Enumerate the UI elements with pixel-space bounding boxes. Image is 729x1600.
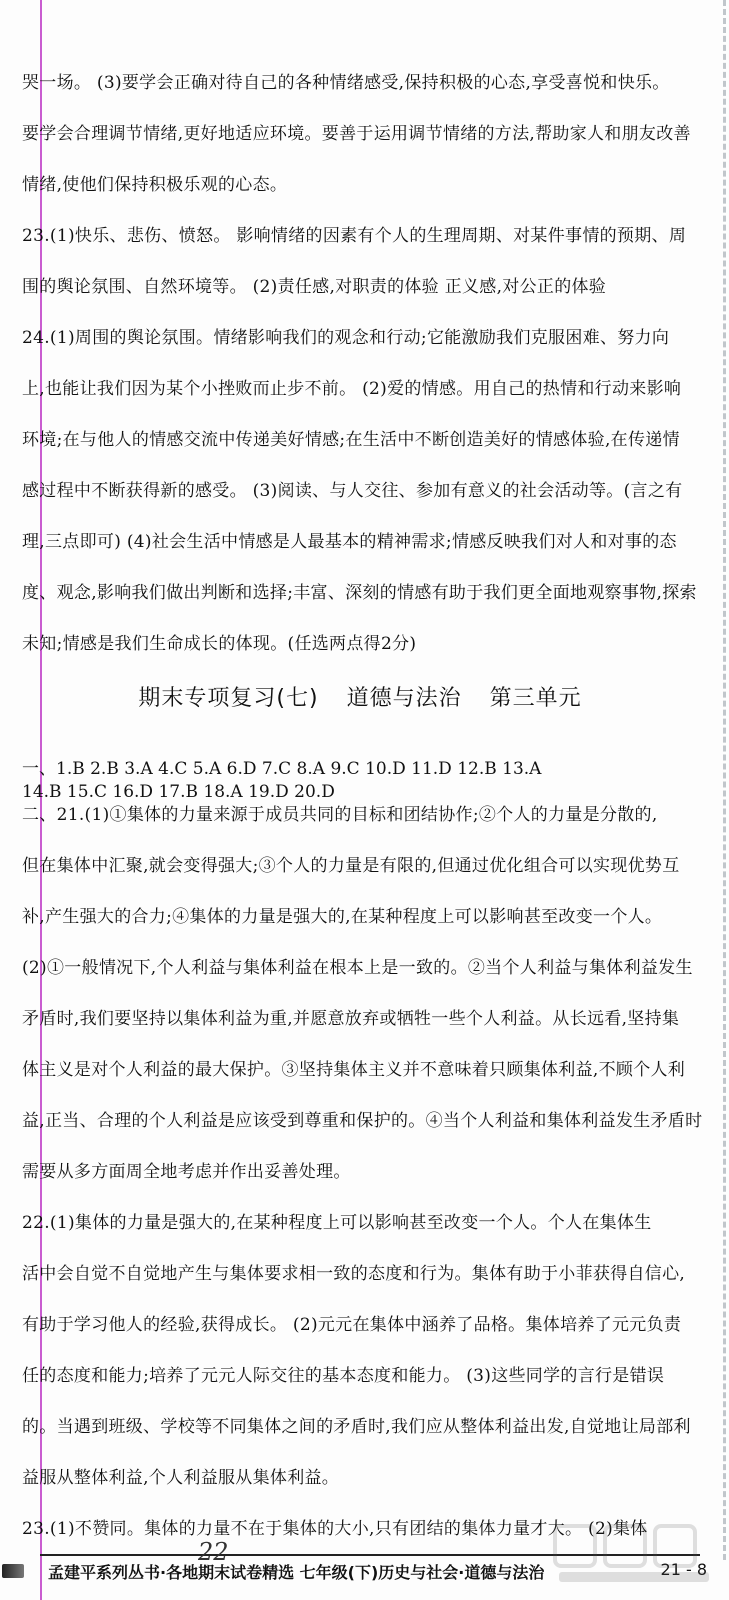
- text-line: 需要从多方面周全地考虑并作出妥善处理。: [22, 1162, 351, 1182]
- text-line: 环境;在与他人的情感交流中传递美好情感;在生活中不断创造美好的情感体验,在传递情: [22, 430, 680, 450]
- text-line: 情绪,使他们保持积极乐观的心态。: [22, 175, 288, 195]
- text-line: 矛盾时,我们要坚持以集体利益为重,并愿意放弃或牺牲一些个人利益。从长远看,坚持集: [22, 1009, 680, 1029]
- text-line: 度、观念,影响我们做出判断和选择;丰富、深刻的情感有助于我们更全面地观察事物,探索: [22, 583, 697, 603]
- choice-answers: 14.B 15.C 16.D 17.B 18.A 19.D 20.D: [22, 782, 335, 802]
- text-line: 24.(1)周围的舆论氛围。情绪影响我们的观念和行动;它能激励我们克服困难、努力向: [22, 328, 670, 348]
- text-line: 未知;情感是我们生命成长的体现。(任选两点得2分): [22, 634, 417, 654]
- text-line: (2)①一般情况下,个人利益与集体利益在根本上是一致的。②当个人利益与集体利益发生: [22, 958, 693, 978]
- binding-edge: [720, 0, 726, 1560]
- text-line: 益,正当、合理的个人利益是应该受到尊重和保护的。④当个人利益和集体利益发生矛盾时: [22, 1111, 703, 1131]
- text-line: 上,也能让我们因为某个小挫败而止步不前。 (2)爱的情感。用自己的热情和行动来影响: [22, 379, 682, 399]
- text-line: 哭一场。 (3)要学会正确对待自己的各种情绪感受,保持积极的心态,享受喜悦和快乐。: [22, 73, 670, 93]
- text-line: 23.(1)快乐、悲伤、愤怒。 影响情绪的因素有个人的生理周期、对某件事情的预期、周: [22, 226, 687, 246]
- text-line: 任的态度和能力;培养了元元人际交往的基本态度和能力。 (3)这些同学的言行是错误: [22, 1366, 665, 1386]
- text-line: 的。当遇到班级、学校等不同集体之间的矛盾时,我们应从整体利益出发,自觉地让局部利: [22, 1417, 691, 1437]
- section-heading: [22, 684, 698, 714]
- heading-unit: 第三单元: [489, 686, 582, 711]
- text-line: 益服从整体利益,个人利益服从集体利益。: [22, 1468, 340, 1488]
- text-line: 补,产生强大的合力;④集体的力量是强大的,在某种程度上可以影响甚至改变一个人。: [22, 907, 663, 927]
- handwritten-number: 22: [198, 1538, 229, 1566]
- text-line: 理,三点即可) (4)社会生活中情感是人最基本的精神需求;情感反映我们对人和对事的态: [22, 532, 677, 552]
- text-line: 围的舆论氛围、自然环境等。 (2)责任感,对职责的体验 正义感,对公正的体验: [22, 277, 607, 297]
- watermark-logo-icon: [549, 1518, 719, 1588]
- choice-answers: 一、1.B 2.B 3.A 4.C 5.A 6.D 7.C 8.A 9.C 10.D 11.D 12.B 13.A: [22, 759, 542, 779]
- corner-mark-icon: [2, 1564, 24, 1578]
- answer-content: [22, 72, 703, 1541]
- book-series-title: 孟建平系列丛书·各地期末试卷精选 七年级(下)历史与社会·道德与法治: [48, 1563, 545, 1582]
- text-line: 但在集体中汇聚,就会变得强大;③个人的力量是有限的,但通过优化组合可以实现优势互: [22, 856, 680, 876]
- heading-subject: 道德与法治: [346, 686, 462, 711]
- text-line: 有助于学习他人的经验,获得成长。 (2)元元在集体中涵养了品格。集体培养了元元负责: [22, 1315, 682, 1335]
- heading-title: 期末专项复习(七): [138, 686, 319, 711]
- text-line: 活中会自觉不自觉地产生与集体要求相一致的态度和行为。集体有助于小菲获得自信心,: [22, 1264, 686, 1284]
- page-number: 21 - 8: [660, 1560, 707, 1579]
- text-line: 体主义是对个人利益的最大保护。③坚持集体主义并不意味着只顾集体利益,不顾个人利: [22, 1060, 686, 1080]
- text-line: 23.(1)不赞同。集体的力量不在于集体的大小,只有团结的集体力量才大。 (2)集体: [22, 1519, 648, 1539]
- text-line: 感过程中不断获得新的感受。 (3)阅读、与人交往、参加有意义的社会活动等。(言之有: [22, 481, 683, 501]
- text-line: 二、21.(1)①集体的力量来源于成员共同的目标和团结协作;②个人的力量是分散的,: [22, 805, 658, 825]
- text-line: 要学会合理调节情绪,更好地适应环境。要善于运用调节情绪的方法,帮助家人和朋友改善: [22, 124, 691, 144]
- text-line: 22.(1)集体的力量是强大的,在某种程度上可以影响甚至改变一个人。个人在集体生: [22, 1213, 652, 1233]
